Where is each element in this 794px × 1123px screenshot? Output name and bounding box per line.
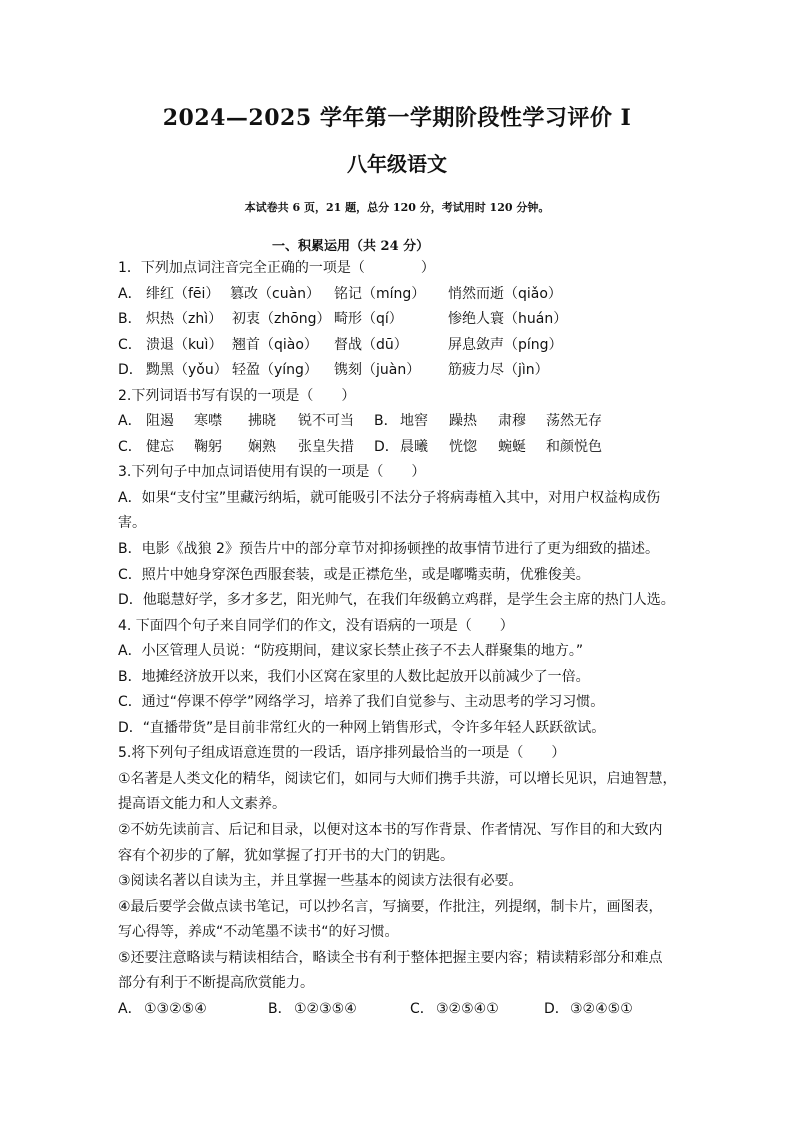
option-word: 肃穆: [498, 413, 526, 430]
question-4-line: D．“直播带货”是目前非常红火的一种网上销售形式，令许多年轻人跃跃欲试。: [118, 719, 606, 736]
option-word: 荡然无存: [546, 413, 602, 430]
option-item: 悄然而逝（qiǎo）: [448, 285, 562, 302]
option-item: 筋疲力尽（jìn）: [448, 362, 549, 379]
option-item: 轻盈（yíng）: [232, 362, 318, 379]
option-label: A．: [118, 413, 142, 430]
exam-title: 2024—2025 学年第一学期阶段性学习评价 I: [162, 105, 632, 131]
option-word: 地窖: [400, 413, 428, 430]
option-word: 张皇失措: [298, 438, 354, 455]
choice-label: B．: [268, 1000, 292, 1017]
choice-text: ①③②⑤④: [144, 1000, 207, 1017]
question-3-stem: 3.下列句子中加点词语使用有误的一项是（ ）: [118, 464, 426, 481]
choice-text: ③②⑤④①: [436, 1000, 499, 1017]
choice-label: A．: [118, 1000, 142, 1017]
question-5-line: ④最后要学会做点读书笔记，可以抄名言，写摘要，作批注，列提纲，制卡片，画图表，: [118, 898, 663, 915]
option-label: B．: [118, 311, 142, 328]
option-word: 阻遏: [146, 413, 174, 430]
option-word: 鞠躬: [194, 438, 222, 455]
option-word: 晨曦: [400, 438, 428, 455]
question-5-line: 部分有利于不断提高欣赏能力。: [118, 975, 314, 992]
option-item: 溃退（kuì）: [146, 336, 223, 353]
option-word: 拂晓: [248, 413, 276, 430]
option-word: 和颜悦色: [546, 438, 602, 455]
question-5-line: 提高语文能力和人文素养。: [118, 796, 286, 813]
question-1-option-d: [118, 358, 678, 384]
option-word: 健忘: [146, 438, 174, 455]
question-3-line: B．电影《战狼 2》预告片中的部分章节对抑扬顿挫的故事情节进行了更为细致的描述。: [118, 541, 659, 558]
question-5-line: ①名著是人类文化的精华，阅读它们，如同与大师们携手共游，可以增长见识，启迪智慧，: [118, 770, 677, 787]
option-item: 绯红（fēi）: [146, 285, 220, 302]
question-5-line: 容有个初步的了解，犹如掌握了打开书的大门的钥匙。: [118, 847, 454, 864]
option-item: 初衷（zhōng）: [232, 311, 331, 328]
choice-text: ①②③⑤④: [294, 1000, 357, 1017]
question-1-option-a: [118, 282, 678, 308]
option-label: D．: [118, 362, 143, 379]
question-5-choices: [118, 997, 678, 1023]
option-word: 锐不可当: [298, 413, 354, 430]
choice-label: D．: [544, 1000, 569, 1017]
option-item: 炽热（zhì）: [146, 311, 223, 328]
option-item: 屏息敛声（píng）: [448, 336, 563, 353]
option-word: 蜿蜒: [498, 438, 526, 455]
question-5-line: 写心得等，养成“不动笔墨不读书“的好习惯。: [118, 924, 399, 941]
question-5-stem: 5.将下列句子组成语意连贯的一段话，语序排列最恰当的一项是（ ）: [118, 745, 566, 762]
question-3-line: 害。: [118, 515, 146, 532]
question-4-line: C．通过“停课不停学”网络学习，培养了我们自觉参与、主动思考的学习习惯。: [118, 694, 605, 711]
option-item: 畸形（qí）: [334, 311, 403, 328]
question-4-line: B．地摊经济放开以来，我们小区窝在家里的人数比起放开以前减少了一倍。: [118, 668, 590, 685]
option-item: 铭记（míng）: [334, 285, 426, 302]
section-heading: 一、积累运用（共 24 分）: [272, 239, 430, 254]
option-word: 恍惚: [449, 438, 477, 455]
option-item: 篡改（cuàn）: [230, 285, 321, 302]
question-1-option-b: [118, 307, 678, 333]
option-item: 惨绝人寰（huán）: [448, 311, 568, 328]
question-4-line: A．小区管理人员说：“防疫期间，建议家长禁止孩子不去人群聚集的地方。”: [118, 643, 584, 660]
question-5-line: ②不妨先读前言、后记和目录，以便对这本书的写作背景、作者情况、写作目的和大致内: [118, 822, 663, 839]
exam-note: 本试卷共 6 页，21 题，总分 120 分，考试用时 120 分钟。: [244, 201, 550, 214]
question-3-line: D．他聪慧好学，多才多艺，阳光帅气，在我们年级鹤立鸡群，是学生会主席的热门人选。: [118, 592, 675, 609]
question-2-row-ab: [118, 409, 678, 435]
option-item: 黝黑（yǒu）: [146, 362, 228, 379]
questions-body: [118, 256, 678, 1022]
question-5-line: ⑤还要注意略读与精读相结合，略读全书有利于整体把握主要内容；精读精彩部分和难点: [118, 949, 663, 966]
option-item: 镌刻（juàn）: [334, 362, 421, 379]
question-3-line: A．如果“支付宝”里藏污纳垢，就可能吸引不法分子将病毒植入其中，对用户权益构成伤: [118, 489, 661, 506]
option-label: C．: [118, 336, 142, 353]
question-2-row-cd: [118, 435, 678, 461]
option-label: D．: [374, 438, 399, 455]
option-word: 娴熟: [248, 438, 276, 455]
question-4-stem: 4. 下面四个句子来自同学们的作文，没有语病的一项是（ ）: [118, 617, 514, 634]
option-word: 躁热: [449, 413, 477, 430]
choice-label: C．: [410, 1000, 434, 1017]
option-label: B．: [374, 413, 398, 430]
question-3-line: C．照片中她身穿深色西服套装，或是正襟危坐，或是嘟嘴卖萌，优雅俊美。: [118, 566, 590, 583]
exam-subtitle: 八年级语文: [347, 152, 447, 176]
question-1-option-c: [118, 333, 678, 359]
choice-text: ③②④⑤①: [570, 1000, 633, 1017]
question-5-line: ③阅读名著以自读为主，并且掌握一些基本的阅读方法很有必要。: [118, 873, 523, 890]
option-word: 寒噤: [194, 413, 222, 430]
option-label: C．: [118, 438, 142, 455]
option-item: 督战（dū）: [334, 336, 408, 353]
question-1-stem: 1．下列加点词注音完全正确的一项是（ ）: [118, 260, 435, 276]
option-label: A．: [118, 285, 142, 302]
option-item: 翘首（qiào）: [232, 336, 318, 353]
question-2-stem: 2.下列词语书写有误的一项是（ ）: [118, 387, 356, 404]
